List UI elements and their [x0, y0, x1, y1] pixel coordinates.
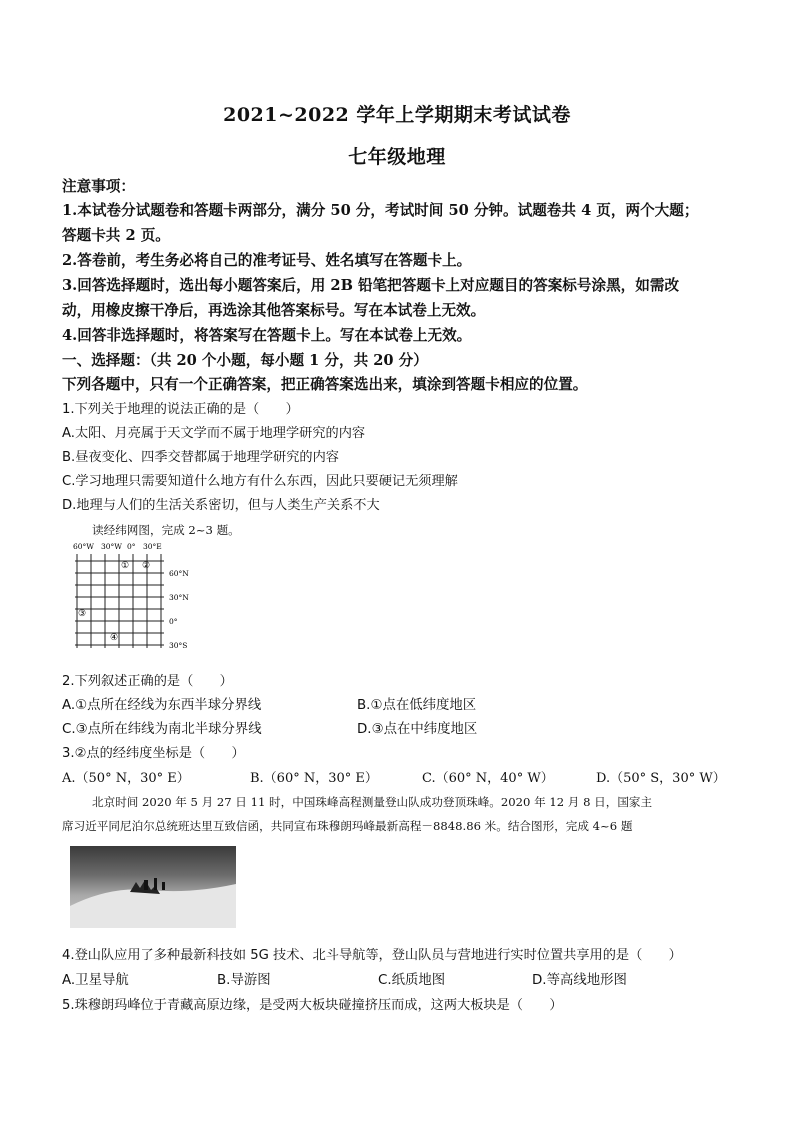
question-1-option-c: C.学习地理只需要知道什么地方有什么东西，因此只要硬记无须理解 [62, 474, 458, 489]
question-4-option-b: B.导游图 [217, 973, 271, 988]
lat-label-30s: 30°S [169, 641, 188, 650]
lat-label-60n: 60°N [169, 569, 189, 578]
question-1-stem: 1.下列关于地理的说法正确的是（ ） [62, 402, 299, 417]
notice-item-1: 1.本试卷分试题卷和答题卡两部分，满分 50 分，考试时间 50 分钟。试题卷共 4 页，两个大题； [62, 202, 699, 219]
question-3-stem: 3.②点的经纬度坐标是（ ） [62, 746, 245, 761]
question-3-option-a: A.（50° N，30° E） [62, 771, 190, 786]
notice-heading: 注意事项： [62, 178, 135, 195]
notice-item-3-cont: 动，用橡皮擦干净后，再选涂其他答案标号。写在本试卷上无效。 [62, 302, 486, 319]
passage-line-2: 席习近平同尼泊尔总统班达里互致信函，共同宣布珠穆朗玛峰最新高程－8848.86 米。结合图形，完成 4~6 题 [62, 819, 633, 833]
question-2-option-c: C.③点所在纬线为南北半球分界线 [62, 722, 262, 737]
notice-item-2: 2.答卷前，考生务必将自己的准考证号、姓名填写在答题卡上。 [62, 252, 472, 269]
lat-label-30n: 30°N [169, 593, 189, 602]
question-2-stem: 2.下列叙述正确的是（ ） [62, 674, 233, 689]
lon-label-30w: 30°W [101, 542, 123, 551]
lon-label-0: 0° [127, 542, 136, 551]
question-1-option-a: A.太阳、月亮属于天文学而不属于地理学研究的内容 [62, 426, 366, 441]
point-4-marker: ④ [110, 633, 119, 643]
section-heading: 一、选择题：（共 20 个小题，每小题 1 分，共 20 分） [62, 352, 428, 369]
question-4-option-a: A.卫星导航 [62, 973, 129, 988]
question-2-option-d: D.③点在中纬度地区 [357, 722, 478, 737]
question-3-option-d: D.（50° S，30° W） [596, 771, 726, 786]
exam-subtitle: 七年级地理 [348, 146, 446, 168]
lon-label-60w: 60°W [73, 542, 95, 551]
section-instruction: 下列各题中，只有一个正确答案，把正确答案选出来，填涂到答题卡相应的位置。 [62, 376, 588, 393]
passage-line-1: 北京时间 2020 年 5 月 27 日 11 时，中国珠峰高程测量登山队成功登顶珠峰。2020 年 12 月 8 日，国家主 [92, 795, 653, 809]
point-3-marker: ③ [78, 609, 87, 619]
lon-label-30e: 30°E [143, 542, 162, 551]
question-1-option-b: B.昼夜变化、四季交替都属于地理学研究的内容 [62, 450, 339, 465]
question-2-option-a: A.①点所在经线为东西半球分界线 [62, 698, 262, 713]
lat-label-0: 0° [169, 617, 178, 626]
question-4-option-c: C.纸质地图 [378, 973, 446, 988]
point-1-marker: ① [121, 561, 130, 571]
question-1-option-d: D.地理与人们的生活关系密切，但与人类生产关系不大 [62, 498, 380, 513]
exam-title: 2021~2022 学年上学期期末考试试卷 [223, 104, 571, 126]
question-4-option-d: D.等高线地形图 [532, 973, 627, 988]
notice-item-3: 3.回答选择题时，选出每小题答案后，用 2B 铅笔把答题卡上对应题目的答案标号涂黑，如需改 [62, 277, 680, 294]
everest-summit-photo [70, 846, 236, 928]
question-5-stem: 5.珠穆朗玛峰位于青藏高原边缘，是受两大板块碰撞挤压而成，这两大板块是（ ） [62, 998, 563, 1013]
question-4-stem: 4.登山队应用了多种最新科技如 5G 技术、北斗导航等，登山队员与营地进行实时位置共享用的是（ ） [62, 948, 682, 963]
question-3-option-c: C.（60° N，40° W） [422, 771, 554, 786]
lat-lon-grid [72, 540, 202, 650]
notice-item-4: 4.回答非选择题时，将答案写在答题卡上。写在本试卷上无效。 [62, 327, 472, 344]
question-3-option-b: B.（60° N，30° E） [250, 771, 378, 786]
figure-intro: 读经纬网图，完成 2~3 题。 [92, 523, 240, 537]
point-2-marker: ② [142, 561, 151, 571]
notice-item-1-cont: 答题卡共 2 页。 [62, 227, 170, 244]
question-2-option-b: B.①点在低纬度地区 [357, 698, 477, 713]
